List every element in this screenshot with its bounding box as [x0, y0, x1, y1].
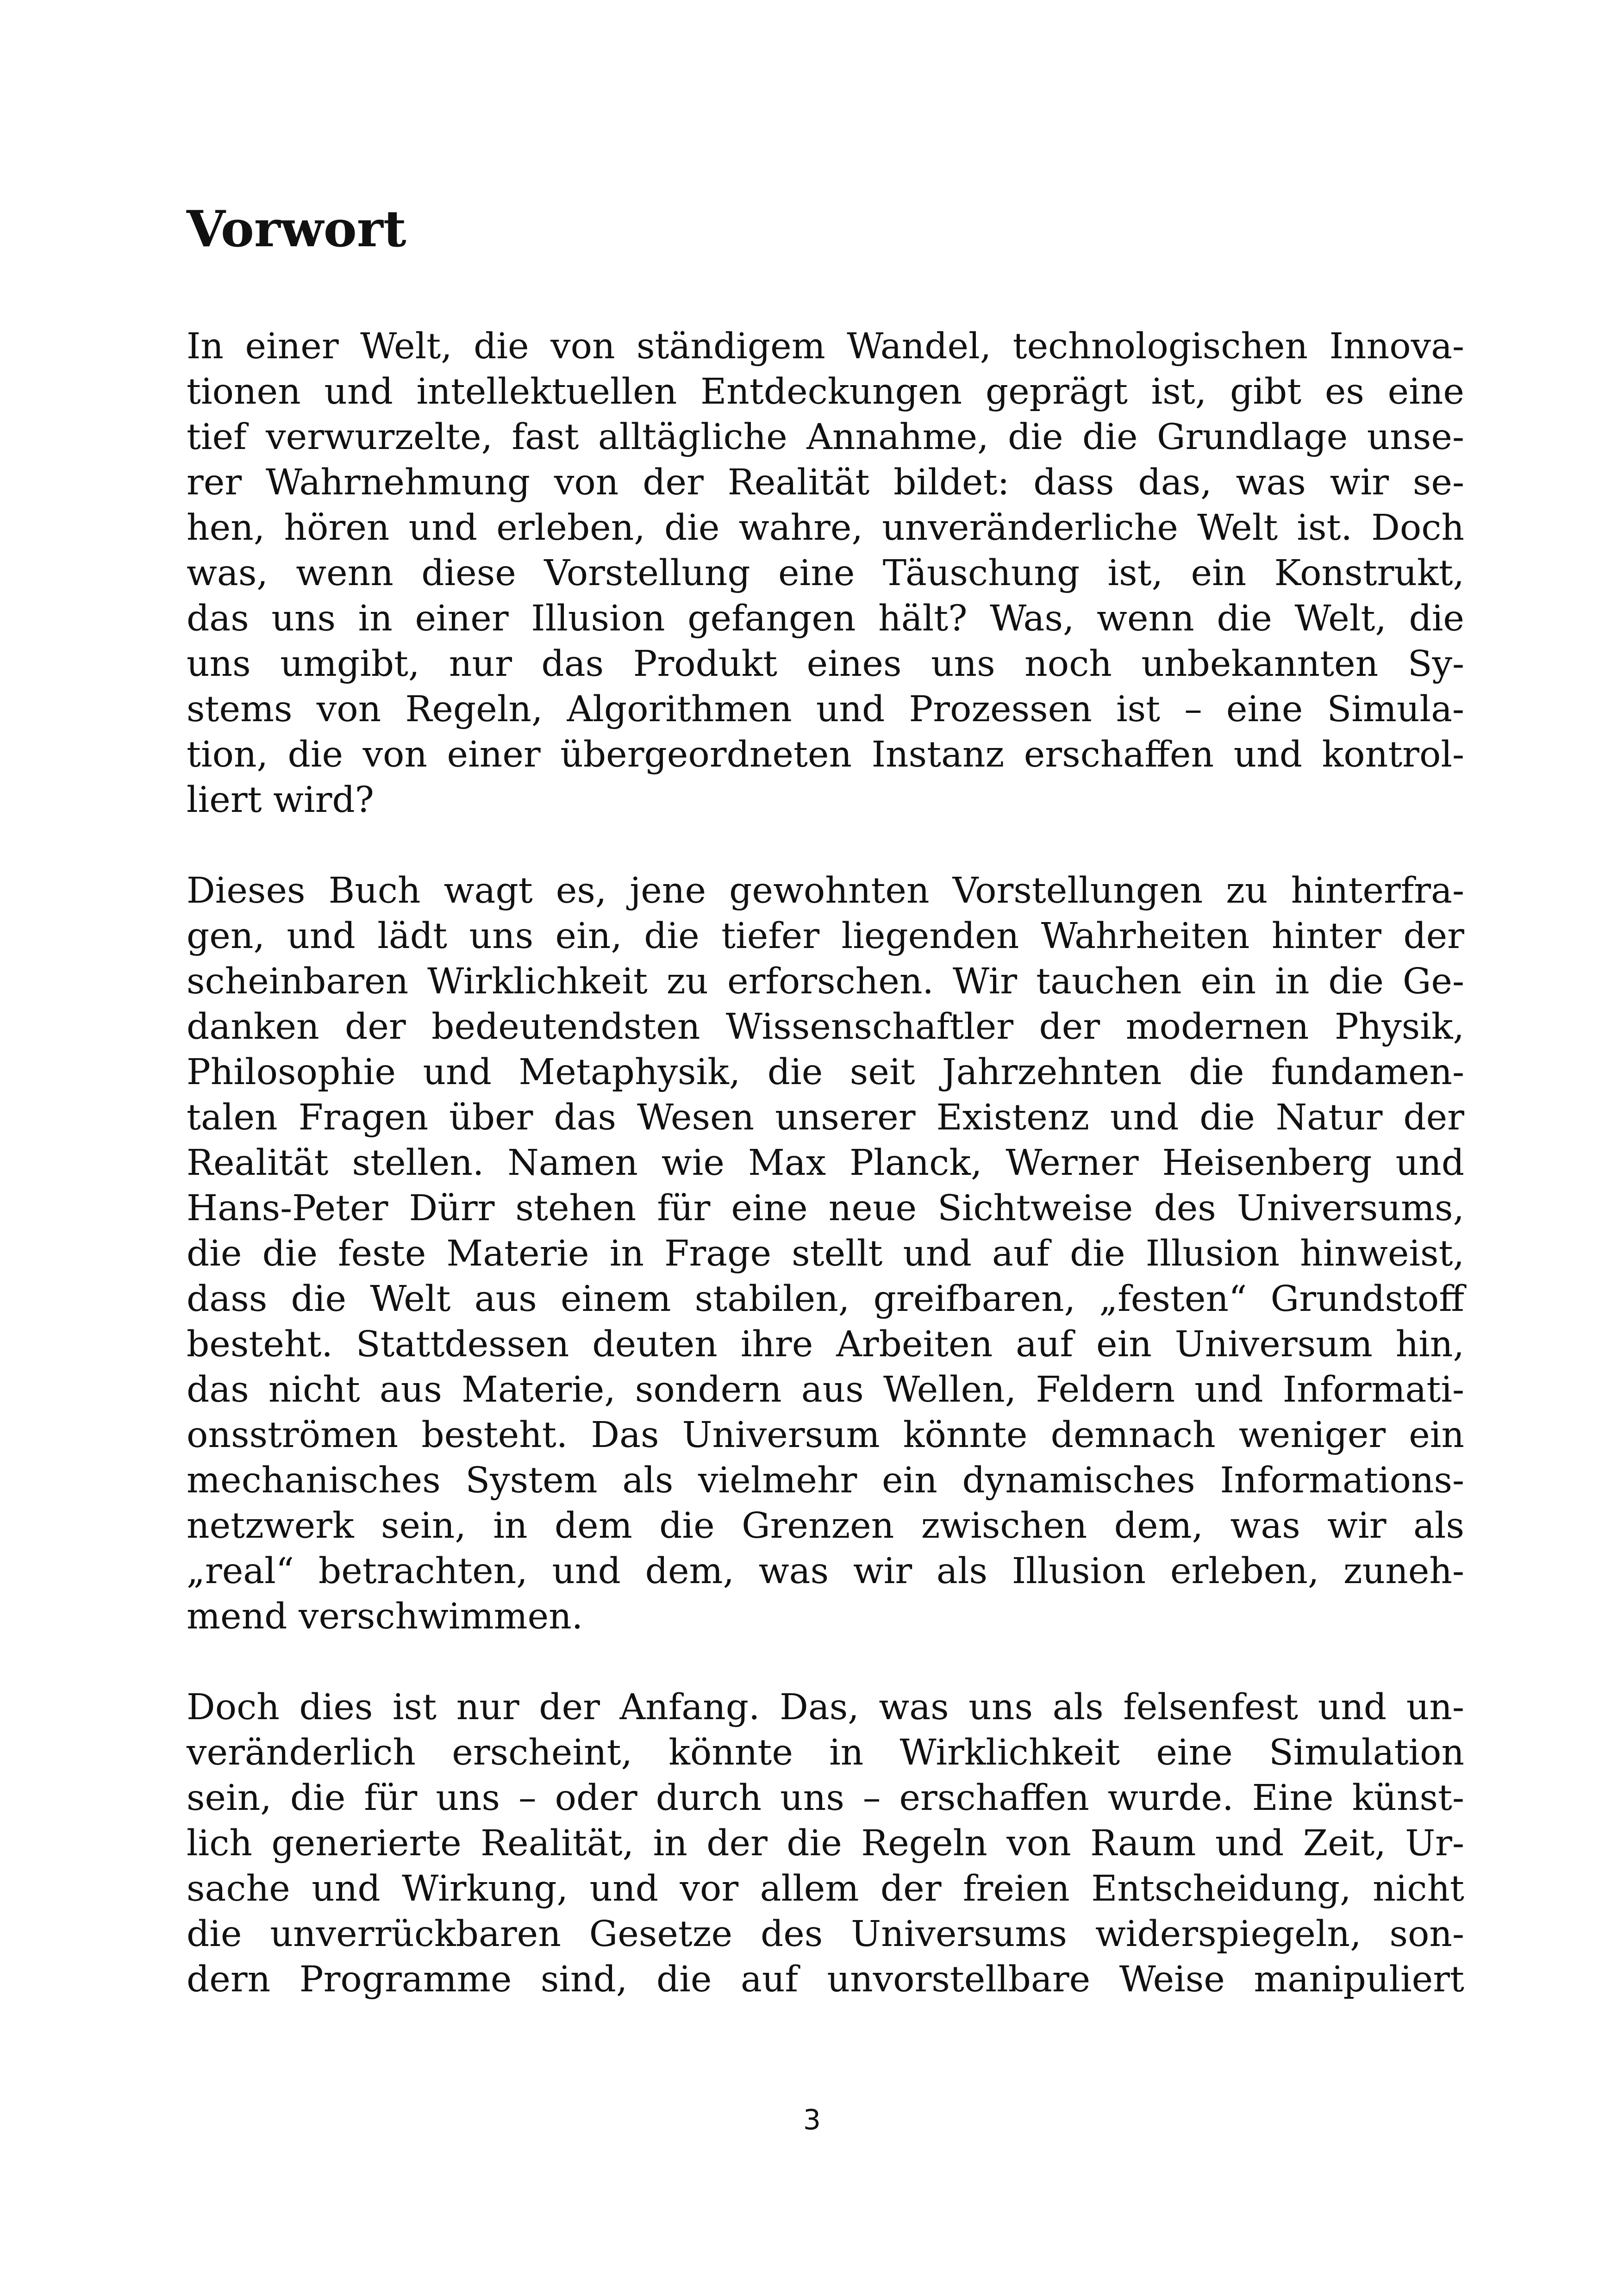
paragraph-gap: [187, 823, 1464, 868]
text-line: Doch dies ist nur der Anfang. Das, was uns als felsenfest und un-: [187, 1687, 1464, 1728]
text-line: tion, die von einer übergeordneten Instanz erschaffen und kontrol-: [187, 734, 1464, 775]
chapter-heading: Vorwort: [187, 200, 406, 258]
paragraph-gap: [187, 1640, 1464, 1685]
text-line: Philosophie und Metaphysik, die seit Jahrzehnten die fundamen-: [187, 1052, 1464, 1093]
text-line: sache und Wirkung, und vor allem der freien Entscheidung, nicht: [187, 1868, 1464, 1909]
text-line: uns umgibt, nur das Produkt eines uns noch unbekannten Sy-: [187, 643, 1464, 685]
text-line: onsströmen besteht. Das Universum könnte demnach weniger ein: [187, 1415, 1464, 1456]
text-line: talen Fragen über das Wesen unserer Existenz und die Natur der: [187, 1097, 1464, 1138]
text-line: Dieses Buch wagt es, jene gewohnten Vorstellungen zu hinterfra-: [187, 870, 1464, 911]
text-line: scheinbaren Wirklichkeit zu erforschen. Wir tauchen ein in die Ge-: [187, 961, 1464, 1002]
text-line: was, wenn diese Vorstellung eine Täuschung ist, ein Konstrukt,: [187, 553, 1464, 594]
text-line: rer Wahrnehmung von der Realität bildet: dass das, was wir se-: [187, 462, 1464, 503]
text-line: hen, hören und erleben, die wahre, unveränderliche Welt ist. Doch: [187, 507, 1464, 549]
text-line: tionen und intellektuellen Entdeckungen geprägt ist, gibt es eine: [187, 371, 1464, 412]
text-line: mechanisches System als vielmehr ein dynamisches Informations-: [187, 1460, 1464, 1501]
paragraph: [187, 868, 1464, 1640]
body-text: [187, 324, 1464, 2002]
text-line: lich generierte Realität, in der die Regeln von Raum und Zeit, Ur-: [187, 1823, 1464, 1864]
text-line: dern Programme sind, die auf unvorstellbare Weise manipuliert: [187, 1959, 1464, 2000]
text-line: das nicht aus Materie, sondern aus Wellen, Feldern und Informati-: [187, 1369, 1464, 1410]
paragraph: [187, 324, 1464, 823]
text-line: veränderlich erscheint, könnte in Wirklichkeit eine Simulation: [187, 1732, 1464, 1773]
text-line: netzwerk sein, in dem die Grenzen zwischen dem, was wir als: [187, 1505, 1464, 1547]
text-line: mend verschwimmen.: [187, 1596, 583, 1637]
text-line: „real“ betrachten, und dem, was wir als Illusion erleben, zuneh-: [187, 1551, 1464, 1592]
text-line: Realität stellen. Namen wie Max Planck, Werner Heisenberg und: [187, 1142, 1464, 1184]
paragraph: [187, 1685, 1464, 2002]
text-line: besteht. Stattdessen deuten ihre Arbeiten auf ein Universum hin,: [187, 1324, 1464, 1365]
text-line: die die feste Materie in Frage stellt und auf die Illusion hinweist,: [187, 1233, 1464, 1274]
text-line: die unverrückbaren Gesetze des Universums widerspiegeln, son-: [187, 1914, 1464, 1955]
text-line: In einer Welt, die von ständigem Wandel, technologischen Innova-: [187, 326, 1464, 367]
text-line: sein, die für uns – oder durch uns – erschaffen wurde. Eine künst-: [187, 1777, 1464, 1819]
text-line: dass die Welt aus einem stabilen, greifbaren, „festen“ Grundstoff: [187, 1278, 1464, 1320]
text-line: liert wird?: [187, 780, 374, 821]
page-number: 3: [803, 2104, 821, 2136]
text-line: das uns in einer Illusion gefangen hält? Was, wenn die Welt, die: [187, 598, 1464, 639]
text-line: Hans-Peter Dürr stehen für eine neue Sichtweise des Universums,: [187, 1188, 1464, 1229]
text-line: tief verwurzelte, fast alltägliche Annahme, die die Grundlage unse-: [187, 417, 1464, 458]
text-line: danken der bedeutendsten Wissenschaftler der modernen Physik,: [187, 1006, 1464, 1048]
text-line: gen, und lädt uns ein, die tiefer liegenden Wahrheiten hinter der: [187, 916, 1464, 957]
text-line: stems von Regeln, Algorithmen und Prozessen ist – eine Simula-: [187, 689, 1464, 730]
